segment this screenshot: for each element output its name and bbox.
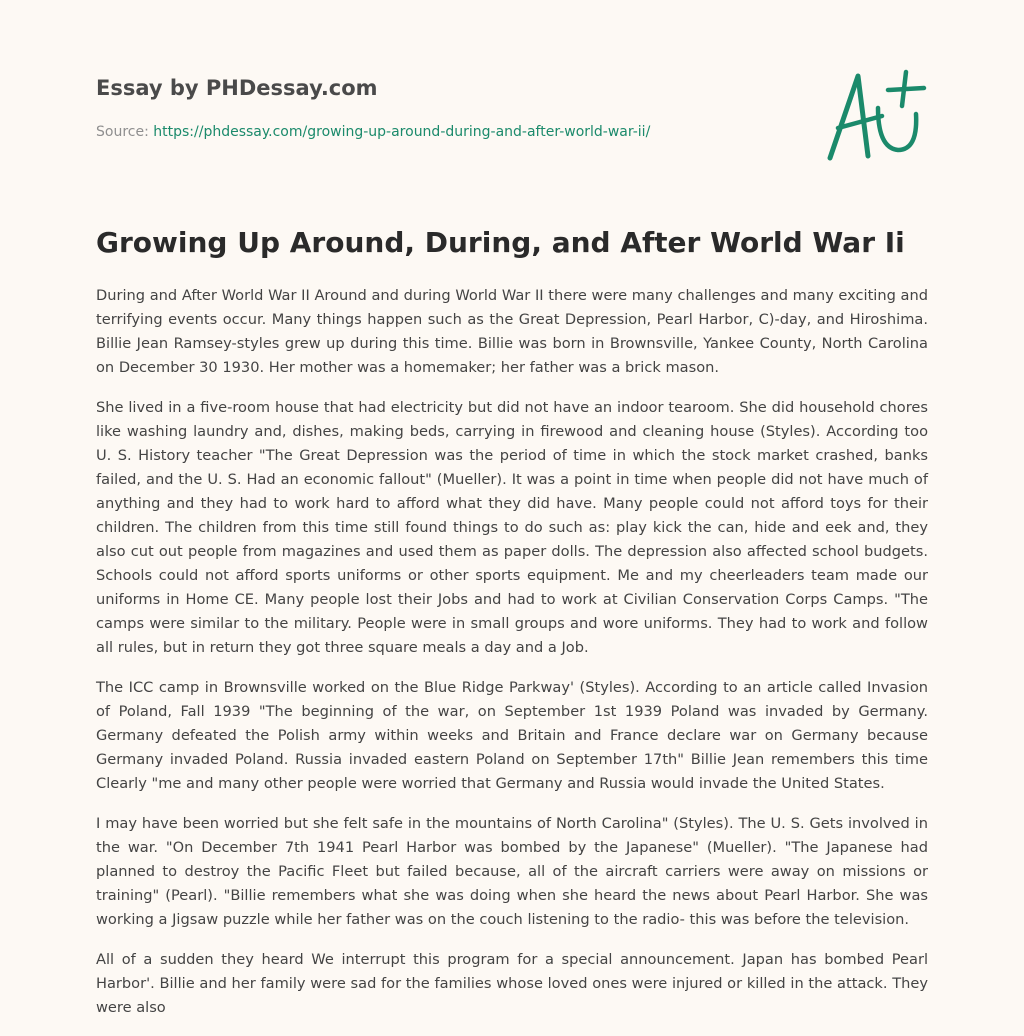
a-plus-logo-icon (820, 66, 930, 166)
source-link[interactable]: https://phdessay.com/growing-up-around-during-and-after-world-war-ii/ (153, 124, 651, 140)
essay-body (96, 284, 928, 1036)
essay-paragraph: I may have been worried but she felt safe in the mountains of North Carolina" (Styles). The U. S. Gets involved in the war. "On December 7th 1941 Pearl Harbor was bombed by the Japanese" (Mueller). "The Japanese had planned to destroy the Pacific Fleet but failed because, all of the aircraft carriers were away on missions or training" (Pearl). "Billie remembers what she was doing when she heard the news about Pearl Harbor. She was working a Jigsaw puzzle while her father was on the couch listening to the radio- this was before the television. (96, 815, 928, 928)
essay-paragraph: During and After World War II Around and during World War II there were many challenges and many exciting and terrifying events occur. Many things happen such as the Great Depression, Pearl Harbor, C)-day, and Hiroshima. Billie Jean Ramsey-styles grew up during this time. Billie was born in Brownsville, Yankee County, North Carolina on December 30 1930. Her mother was a homemaker; her father was a brick mason. (96, 287, 928, 376)
essay-paragraph: The ICC camp in Brownsville worked on the Blue Ridge Parkway' (Styles). According to an article called Invasion of Poland, Fall 1939 "The beginning of the war, on September 1st 1939 Poland was invaded by Germany. Germany defeated the Polish army within weeks and Britain and France declare war on Germany because Germany invaded Poland. Russia invaded eastern Poland on September 17th" Billie Jean remembers this time Clearly "me and many other people were worried that Germany and Russia would invade the United States. (96, 679, 928, 792)
essay-paragraph: She lived in a five-room house that had electricity but did not have an indoor tearoom. She did household chores like washing laundry and, dishes, making beds, carrying in firewood and cleaning house (Styles). According too U. S. History teacher "The Great Depression was the period of time in which the stock market crashed, banks failed, and the U. S. Had an economic fallout" (Mueller). It was a point in time when people did not have much of anything and they had to work hard to afford what they did have. Many people could not afford toys for their children. The children from this time still found things to do such as: play kick the can, hide and eek and, they also cut out people from magazines and used them as paper dolls. The depression also affected school budgets. Schools could not afford sports uniforms or other sports equipment. Me and my cheerleaders team made our uniforms in Home CE. Many people lost their Jobs and had to work at Civilian Conservation Corps Camps. "The camps were similar to the military. People were in small groups and wore uniforms. They had to work and follow all rules, but in return they got three square meals a day and a Job. (96, 399, 928, 656)
site-brand: Essay by PHDessay.com (96, 76, 378, 100)
source-label: Source: (96, 124, 154, 140)
essay-paragraph: All of a sudden they heard We interrupt this program for a special announcement. Japan has bombed Pearl Harbor'. Billie and her family were sad for the families whose loved ones were injured or killed in the attack. They were also (96, 951, 928, 1016)
source-line (96, 124, 650, 140)
essay-title: Growing Up Around, During, and After World War Ii (96, 226, 905, 259)
